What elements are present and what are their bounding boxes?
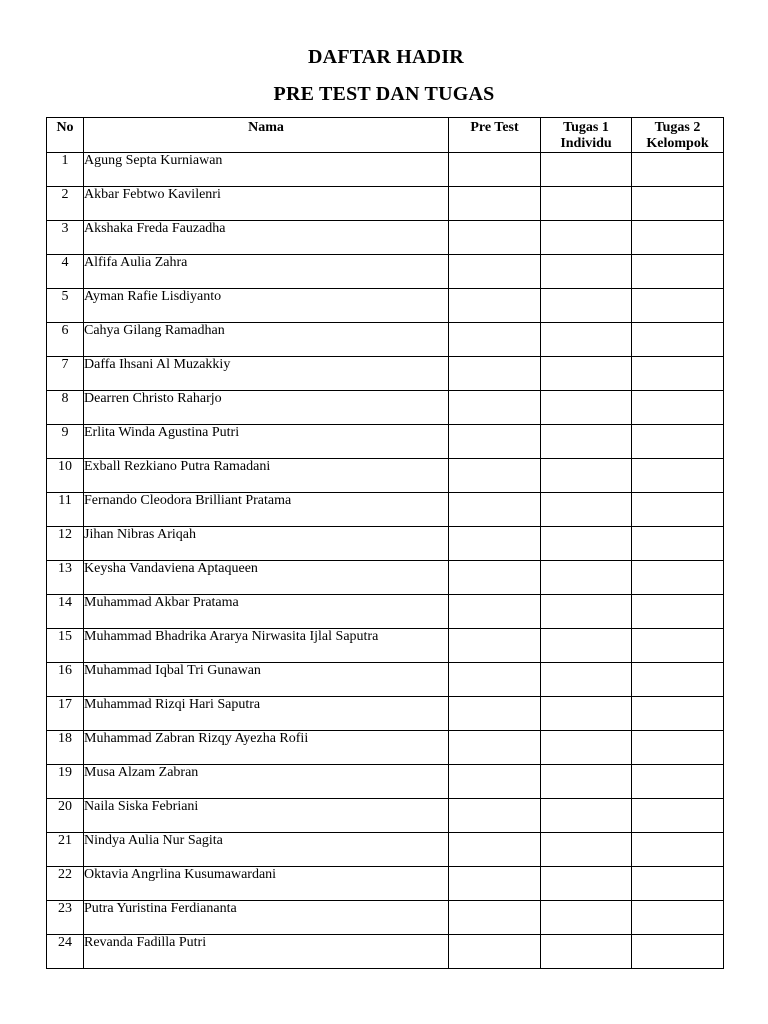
tugas-1-cell [541,561,632,595]
tugas-2-cell [632,527,724,561]
tugas-1-cell [541,595,632,629]
row-number: 8 [47,391,84,425]
tugas-2-cell [632,425,724,459]
tugas-2-cell [632,697,724,731]
table-row [47,799,724,833]
table-row [47,867,724,901]
tugas-1-cell [541,867,632,901]
table-row [47,323,724,357]
pre-test-cell [449,289,541,323]
pre-test-cell [449,731,541,765]
student-name: Putra Yuristina Ferdiananta [84,901,449,935]
row-number: 16 [47,663,84,697]
tugas-1-cell [541,221,632,255]
tugas-2-cell [632,901,724,935]
tugas-2-cell [632,561,724,595]
pre-test-cell [449,527,541,561]
table-row [47,391,724,425]
pre-test-cell [449,425,541,459]
pre-test-cell [449,595,541,629]
header-nama: Nama [84,118,449,153]
row-number: 20 [47,799,84,833]
tugas-1-cell [541,935,632,969]
student-name: Keysha Vandaviena Aptaqueen [84,561,449,595]
pre-test-cell [449,697,541,731]
row-number: 15 [47,629,84,663]
tugas-1-cell [541,697,632,731]
table-row [47,561,724,595]
student-name: Naila Siska Febriani [84,799,449,833]
pre-test-cell [449,493,541,527]
student-name: Akbar Febtwo Kavilenri [84,187,449,221]
table-row [47,595,724,629]
table-header-row [47,118,724,153]
tugas-2-cell [632,799,724,833]
table-row [47,425,724,459]
tugas-1-cell [541,459,632,493]
table-body [47,153,724,969]
pre-test-cell [449,765,541,799]
tugas-1-cell [541,289,632,323]
table-row [47,765,724,799]
table-row [47,935,724,969]
tugas-2-cell [632,357,724,391]
tugas-1-cell [541,323,632,357]
tugas-2-cell [632,935,724,969]
student-name: Oktavia Angrlina Kusumawardani [84,867,449,901]
tugas-1-cell [541,731,632,765]
tugas-2-cell [632,187,724,221]
tugas-2-cell [632,221,724,255]
pre-test-cell [449,255,541,289]
table-row [47,289,724,323]
tugas-1-cell [541,765,632,799]
tugas-1-cell [541,255,632,289]
student-name: Muhammad Akbar Pratama [84,595,449,629]
row-number: 18 [47,731,84,765]
tugas-1-cell [541,901,632,935]
row-number: 17 [47,697,84,731]
tugas-2-cell [632,595,724,629]
row-number: 24 [47,935,84,969]
tugas-1-cell [541,187,632,221]
table-row [47,153,724,187]
row-number: 6 [47,323,84,357]
tugas-2-cell [632,765,724,799]
pre-test-cell [449,357,541,391]
tugas-1-cell [541,799,632,833]
header-tugas-1 [541,118,632,153]
student-name: Agung Septa Kurniawan [84,153,449,187]
student-name: Muhammad Rizqi Hari Saputra [84,697,449,731]
student-name: Erlita Winda Agustina Putri [84,425,449,459]
student-name: Exball Rezkiano Putra Ramadani [84,459,449,493]
row-number: 12 [47,527,84,561]
row-number: 19 [47,765,84,799]
tugas-1-cell [541,425,632,459]
header-tugas-2-line1: Tugas 2 [654,120,701,135]
pre-test-cell [449,901,541,935]
tugas-2-cell [632,255,724,289]
tugas-2-cell [632,459,724,493]
row-number: 1 [47,153,84,187]
student-name: Musa Alzam Zabran [84,765,449,799]
row-number: 5 [47,289,84,323]
table-row [47,459,724,493]
header-tugas-2-line2: Kelompok [646,136,709,151]
pre-test-cell [449,391,541,425]
pre-test-cell [449,833,541,867]
student-name: Muhammad Iqbal Tri Gunawan [84,663,449,697]
table-row [47,697,724,731]
row-number: 11 [47,493,84,527]
row-number: 22 [47,867,84,901]
table-row [47,731,724,765]
tugas-2-cell [632,833,724,867]
tugas-2-cell [632,867,724,901]
pre-test-cell [449,799,541,833]
pre-test-cell [449,663,541,697]
tugas-1-cell [541,357,632,391]
student-name: Fernando Cleodora Brilliant Pratama [84,493,449,527]
student-name: Nindya Aulia Nur Sagita [84,833,449,867]
row-number: 13 [47,561,84,595]
header-pre-test: Pre Test [449,118,541,153]
tugas-2-cell [632,629,724,663]
row-number: 4 [47,255,84,289]
table-row [47,901,724,935]
tugas-1-cell [541,493,632,527]
header-tugas-1-line1: Tugas 1 [563,120,609,135]
pre-test-cell [449,323,541,357]
header-tugas-1-line2: Individu [560,136,612,151]
tugas-1-cell [541,153,632,187]
student-name: Muhammad Bhadrika Ararya Nirwasita Ijlal Saputra [84,629,449,663]
tugas-1-cell [541,833,632,867]
pre-test-cell [449,459,541,493]
tugas-2-cell [632,493,724,527]
tugas-2-cell [632,323,724,357]
row-number: 10 [47,459,84,493]
pre-test-cell [449,629,541,663]
table-row [47,527,724,561]
pre-test-cell [449,867,541,901]
row-number: 23 [47,901,84,935]
pre-test-cell [449,561,541,595]
table-row [47,221,724,255]
tugas-1-cell [541,391,632,425]
header-no: No [47,118,84,153]
attendance-table [46,117,724,969]
table-row [47,493,724,527]
student-name: Alfifa Aulia Zahra [84,255,449,289]
row-number: 21 [47,833,84,867]
student-name: Dearren Christo Raharjo [84,391,449,425]
pre-test-cell [449,153,541,187]
tugas-2-cell [632,289,724,323]
student-name: Jihan Nibras Ariqah [84,527,449,561]
row-number: 2 [47,187,84,221]
header-tugas-2 [632,118,724,153]
table-row [47,833,724,867]
table-row [47,357,724,391]
row-number: 7 [47,357,84,391]
document-title: DAFTAR HADIR [308,46,464,68]
table-row [47,629,724,663]
tugas-1-cell [541,527,632,561]
tugas-1-cell [541,629,632,663]
student-name: Daffa Ihsani Al Muzakkiy [84,357,449,391]
student-name: Muhammad Zabran Rizqy Ayezha Rofii [84,731,449,765]
student-name: Ayman Rafie Lisdiyanto [84,289,449,323]
table-row [47,255,724,289]
student-name: Cahya Gilang Ramadhan [84,323,449,357]
row-number: 3 [47,221,84,255]
tugas-1-cell [541,663,632,697]
tugas-2-cell [632,391,724,425]
row-number: 9 [47,425,84,459]
pre-test-cell [449,187,541,221]
document-subtitle: PRE TEST DAN TUGAS [273,83,495,105]
tugas-2-cell [632,153,724,187]
table-row [47,187,724,221]
table-row [47,663,724,697]
tugas-2-cell [632,663,724,697]
student-name: Akshaka Freda Fauzadha [84,221,449,255]
row-number: 14 [47,595,84,629]
pre-test-cell [449,221,541,255]
student-name: Revanda Fadilla Putri [84,935,449,969]
tugas-2-cell [632,731,724,765]
pre-test-cell [449,935,541,969]
